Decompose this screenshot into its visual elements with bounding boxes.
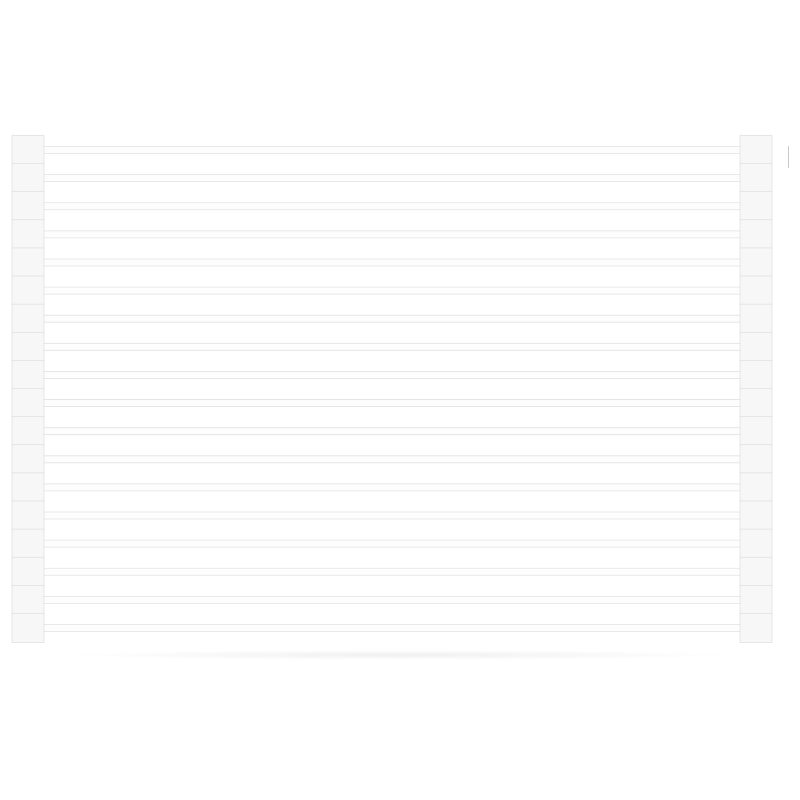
rack-cap-left xyxy=(12,164,44,193)
rack-rod xyxy=(40,428,748,435)
rack-cap-left xyxy=(12,585,44,614)
rack-cap-left xyxy=(12,417,44,446)
rack-rod xyxy=(40,456,748,463)
rack-cap-left xyxy=(12,360,44,389)
rack-cap-left xyxy=(12,304,44,333)
rack-rod xyxy=(40,203,748,210)
rack-rod xyxy=(40,484,748,491)
rack-cap-right xyxy=(740,220,772,249)
rack-cap-right xyxy=(740,417,772,446)
rack-cap-left xyxy=(12,389,44,418)
rack-rod xyxy=(40,512,748,519)
rack-rod xyxy=(40,287,748,294)
rack-cap-left xyxy=(12,220,44,249)
rack-cap-right xyxy=(740,585,772,614)
rack-rod xyxy=(40,596,748,603)
rack-cap-left xyxy=(12,332,44,361)
rack-rod xyxy=(40,147,748,154)
rack-cap-right xyxy=(740,304,772,333)
rack-cap-right xyxy=(740,135,772,164)
rack-cap-left xyxy=(12,248,44,277)
rack-cap-right xyxy=(740,557,772,586)
rack-rod xyxy=(40,400,748,407)
rack-cap-left xyxy=(12,501,44,530)
rack-right-caps xyxy=(740,135,772,642)
rack-cap-right xyxy=(740,276,772,305)
rack-cap-left xyxy=(12,276,44,305)
rack-rod xyxy=(40,568,748,575)
rack-cap-right xyxy=(740,501,772,530)
rack-cap-right xyxy=(740,389,772,418)
rack-rod xyxy=(40,371,748,378)
rack-cap-right xyxy=(740,192,772,221)
rack-cap-right xyxy=(740,529,772,558)
rack-cap-left xyxy=(12,445,44,474)
rack-cap-right xyxy=(740,360,772,389)
rack-cap-left xyxy=(12,557,44,586)
rack-cap-right xyxy=(740,164,772,193)
rack-cap-right xyxy=(740,613,772,642)
rack-rod xyxy=(40,540,748,547)
rack-cap-left xyxy=(12,473,44,502)
rack-rod xyxy=(40,231,748,238)
rack-left-caps xyxy=(12,135,44,642)
rack-cap-left xyxy=(12,613,44,642)
rack-cap-right xyxy=(740,473,772,502)
rack-cap-right xyxy=(740,332,772,361)
rack-cap-left xyxy=(12,135,44,164)
rack-rod xyxy=(40,625,748,632)
rack-rod xyxy=(40,259,748,266)
rack-cap-left xyxy=(12,529,44,558)
rack-rod xyxy=(40,315,748,322)
rack-cap-right xyxy=(740,445,772,474)
rack-cap-left xyxy=(12,192,44,221)
rack-cap-right xyxy=(740,248,772,277)
rack-rod xyxy=(40,175,748,182)
rack-rod xyxy=(40,343,748,350)
rack-rods xyxy=(40,147,748,632)
